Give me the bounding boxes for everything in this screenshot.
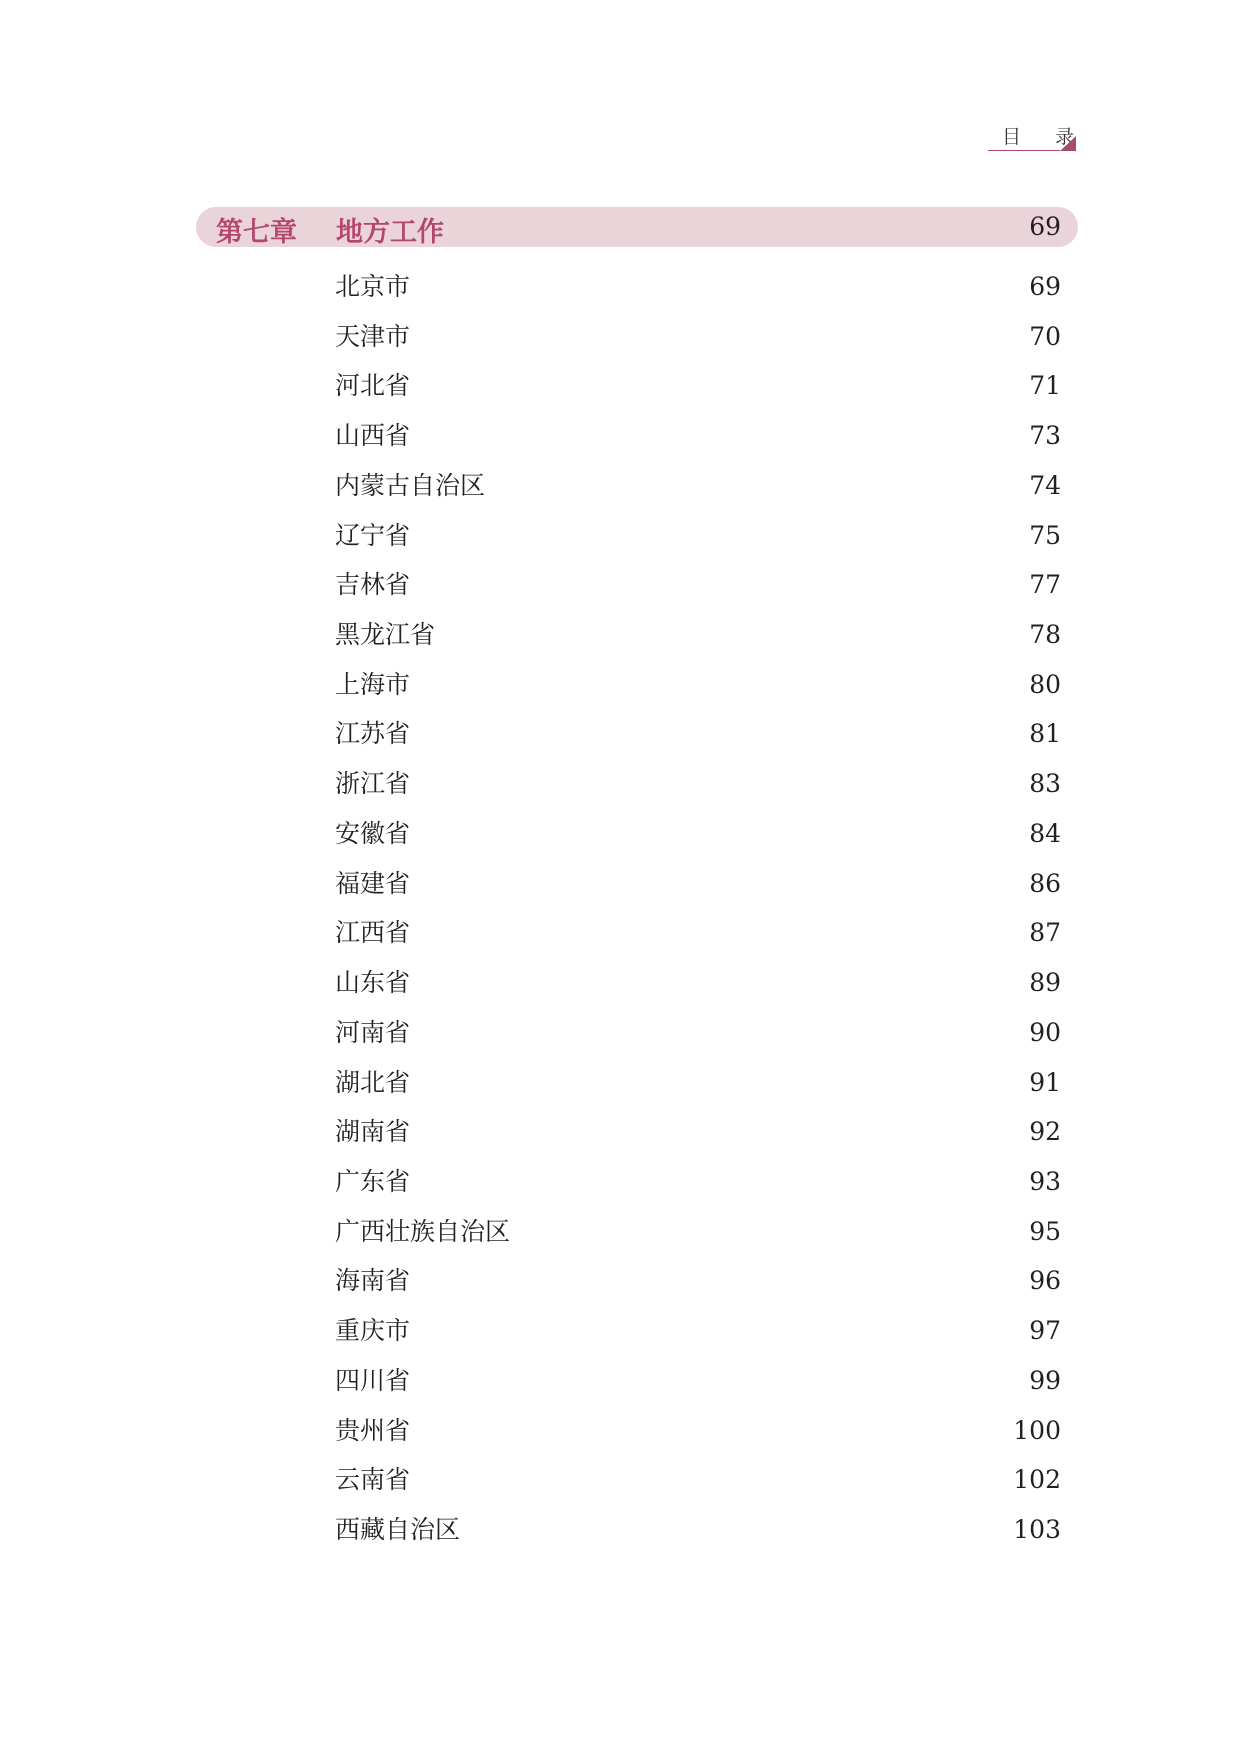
toc-entry[interactable] <box>335 619 1061 669</box>
toc-entry-page: 77 <box>1029 570 1061 600</box>
toc-entry-page: 74 <box>1029 470 1061 500</box>
toc-entry[interactable] <box>335 271 1061 321</box>
toc-entry-page: 73 <box>1029 421 1061 451</box>
toc-entry-title: 广东省 <box>335 1166 411 1196</box>
toc-entry-page: 80 <box>1029 669 1061 699</box>
chapter-heading[interactable] <box>196 207 1078 247</box>
toc-entry[interactable] <box>335 1415 1061 1465</box>
toc-entry[interactable] <box>335 1116 1061 1166</box>
toc-entry[interactable] <box>335 917 1061 967</box>
header-rule <box>988 150 1060 151</box>
running-header <box>988 120 1089 154</box>
toc-entry-title: 湖北省 <box>335 1067 411 1097</box>
toc-entry-title: 福建省 <box>335 868 411 898</box>
toc-entry[interactable] <box>335 470 1061 520</box>
toc-entry[interactable] <box>335 1017 1061 1067</box>
toc-entry-page: 83 <box>1029 769 1061 799</box>
toc-entry-title: 辽宁省 <box>335 520 411 550</box>
toc-entry[interactable] <box>335 1365 1061 1415</box>
toc-entry-page: 93 <box>1029 1166 1061 1196</box>
toc-entry[interactable] <box>335 321 1061 371</box>
toc-entry-title: 内蒙古自治区 <box>335 470 486 500</box>
running-header-label: 目 录 <box>1002 126 1089 148</box>
toc-entry-title: 四川省 <box>335 1365 411 1395</box>
toc-entry-title: 重庆市 <box>335 1316 411 1346</box>
toc-entry[interactable] <box>335 967 1061 1017</box>
toc-entry[interactable] <box>335 669 1061 719</box>
toc-entry-title: 河南省 <box>335 1017 411 1047</box>
toc-entry[interactable] <box>335 420 1061 470</box>
toc-entry-page: 78 <box>1029 620 1061 650</box>
toc-entry[interactable] <box>335 1216 1061 1266</box>
toc-entry-page: 91 <box>1029 1067 1061 1097</box>
toc-entry[interactable] <box>335 868 1061 918</box>
toc-entry-title: 山东省 <box>335 968 411 998</box>
toc-entry-page: 89 <box>1029 968 1061 998</box>
toc-entry-title: 云南省 <box>335 1465 411 1495</box>
toc-entry-page: 96 <box>1029 1266 1061 1296</box>
toc-entry-title: 广西壮族自治区 <box>335 1216 511 1246</box>
toc-entry[interactable] <box>335 1464 1061 1514</box>
toc-entry-title: 江西省 <box>335 918 411 948</box>
toc-entry-page: 90 <box>1029 1017 1061 1047</box>
toc-entry-page: 75 <box>1029 520 1061 550</box>
toc-entry-title: 吉林省 <box>335 570 411 600</box>
toc-entry-title: 安徽省 <box>335 818 411 848</box>
chapter-title: 地方工作 <box>336 217 444 248</box>
toc-entry-title: 浙江省 <box>335 769 411 799</box>
toc-entry[interactable] <box>335 718 1061 768</box>
toc-entry-page: 95 <box>1029 1216 1061 1246</box>
toc-entry-page: 100 <box>1013 1415 1061 1445</box>
toc-entry-page: 103 <box>1013 1514 1061 1544</box>
toc-entry[interactable] <box>335 370 1061 420</box>
corner-triangle-icon <box>1060 136 1076 151</box>
toc-entry[interactable] <box>335 818 1061 868</box>
toc-entry[interactable] <box>335 569 1061 619</box>
toc-entry-title: 贵州省 <box>335 1415 411 1445</box>
toc-entry-page: 87 <box>1029 918 1061 948</box>
toc-entry-title: 江苏省 <box>335 719 411 749</box>
toc-entry-page: 69 <box>1029 272 1061 301</box>
toc-entry-page: 81 <box>1029 719 1061 749</box>
toc-entry-title: 河北省 <box>335 371 411 401</box>
toc-entry-page: 99 <box>1029 1365 1061 1395</box>
toc-entry[interactable] <box>335 520 1061 570</box>
toc-entry[interactable] <box>335 1265 1061 1315</box>
toc-entry-page: 86 <box>1029 868 1061 898</box>
toc-list <box>335 271 1061 1564</box>
toc-entry-page: 102 <box>1013 1465 1061 1495</box>
chapter-page-number: 69 <box>1029 212 1061 241</box>
toc-entry-title: 海南省 <box>335 1266 411 1296</box>
toc-entry-page: 92 <box>1029 1117 1061 1147</box>
toc-entry-title: 黑龙江省 <box>335 620 436 650</box>
toc-entry-title: 山西省 <box>335 421 411 451</box>
toc-entry[interactable] <box>335 1067 1061 1117</box>
toc-entry-page: 97 <box>1029 1316 1061 1346</box>
toc-entry-page: 71 <box>1029 371 1061 401</box>
chapter-number: 第七章 <box>216 217 297 248</box>
toc-entry-title: 天津市 <box>335 321 411 351</box>
toc-entry-title: 西藏自治区 <box>335 1514 461 1544</box>
toc-entry[interactable] <box>335 1315 1061 1365</box>
toc-entry-page: 70 <box>1029 321 1061 351</box>
toc-entry-title: 湖南省 <box>335 1117 411 1147</box>
toc-entry-page: 84 <box>1029 818 1061 848</box>
toc-entry-title: 上海市 <box>335 669 411 699</box>
toc-entry[interactable] <box>335 1166 1061 1216</box>
toc-entry[interactable] <box>335 768 1061 818</box>
toc-entry[interactable] <box>335 1514 1061 1564</box>
toc-entry-title: 北京市 <box>335 272 411 301</box>
